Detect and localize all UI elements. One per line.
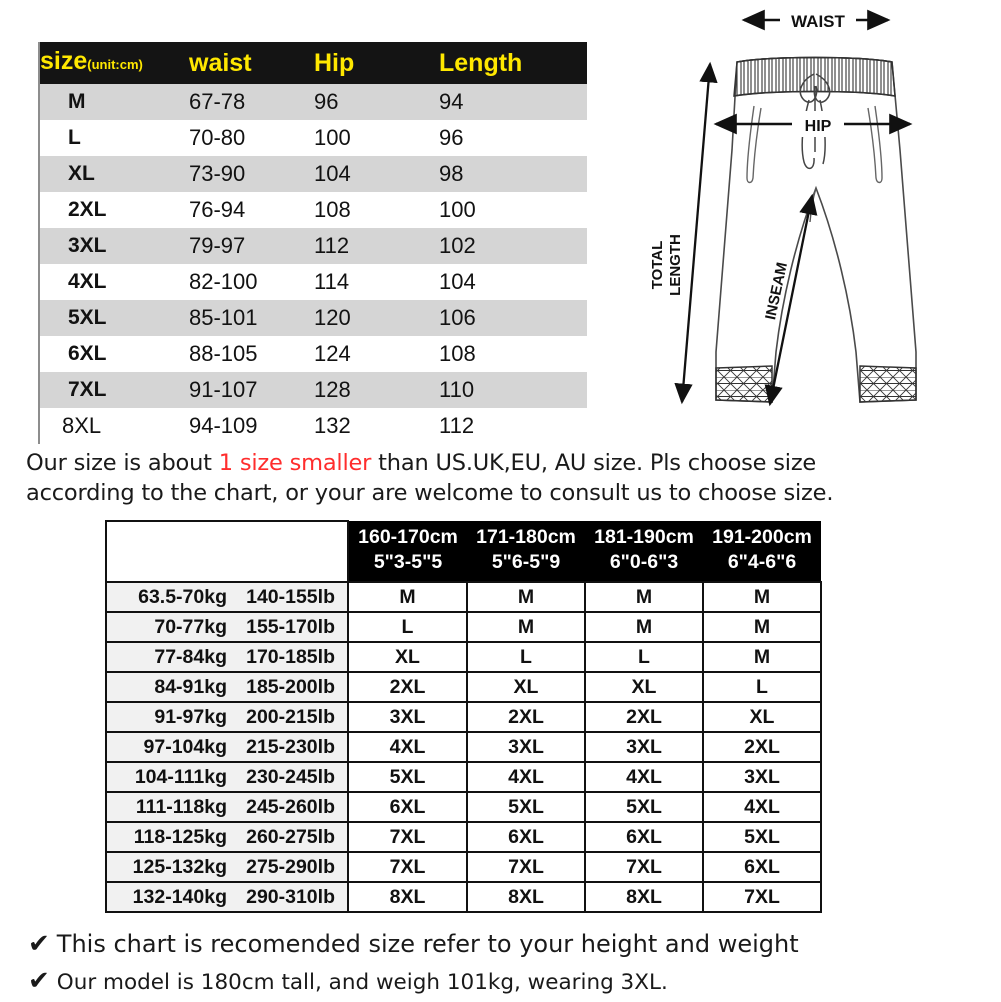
cell-recommended-size: L	[585, 642, 703, 672]
weight-lb-label: 290-310lb	[246, 885, 335, 908]
cell-hip: 96	[314, 89, 339, 114]
weight-kg-label: 118-125kg	[133, 825, 227, 848]
cell-recommended-size: 7XL	[703, 882, 821, 912]
table-row	[39, 156, 587, 192]
cell-size: 5XL	[68, 306, 107, 329]
size-table-header	[39, 42, 587, 84]
cell-weight-range	[106, 882, 348, 912]
bottom-note-2-text: Our model is 180cm tall, and weigh 101kg, wearing 3XL.	[56, 970, 668, 995]
cell-size: 3XL	[68, 234, 107, 257]
weight-lb-label: 200-215lb	[246, 705, 335, 728]
size-table-header-row	[39, 42, 587, 84]
column-header-height	[585, 521, 703, 582]
weight-lb-label: 245-260lb	[246, 795, 335, 818]
table-row	[39, 84, 587, 120]
cell-waist: 70-80	[189, 125, 246, 150]
size-note-part2: than US.UK,EU, AU size. Pls choose size according to the chart, or your are welcome to consult us to choose size.	[26, 450, 834, 506]
cell-recommended-size: M	[703, 612, 821, 642]
svg-text:INSEAM: INSEAM	[762, 260, 791, 322]
cell-recommended-size: XL	[467, 672, 585, 702]
unit-note: (unit:cm)	[87, 57, 143, 72]
weight-kg-label: 132-140kg	[132, 885, 227, 908]
cell-waist: 88-105	[189, 341, 258, 366]
column-header-hip: Hip	[314, 49, 355, 77]
table-row	[106, 582, 821, 612]
cell-length: 112	[439, 413, 475, 438]
height-weight-size-matrix	[105, 520, 822, 913]
cell-recommended-size: XL	[703, 702, 821, 732]
cell-hip: 112	[314, 233, 350, 258]
size-measurement-table	[38, 42, 588, 444]
cell-hip: 104	[314, 161, 351, 186]
cell-hip: 108	[314, 197, 351, 222]
weight-lb-label: 230-245lb	[246, 765, 335, 788]
column-header-height	[467, 521, 585, 582]
table-row	[39, 192, 587, 228]
cell-length: 102	[439, 233, 476, 258]
cell-recommended-size: 2XL	[348, 672, 467, 702]
cell-waist: 85-101	[189, 305, 258, 330]
size-note-highlight: 1 size smaller	[218, 450, 372, 476]
cell-recommended-size: 2XL	[703, 732, 821, 762]
height-ft-label: 6"0-6"3	[609, 551, 679, 573]
cell-weight-range	[106, 852, 348, 882]
hip-dimension-label: HIP	[804, 118, 832, 135]
cell-recommended-size: 2XL	[467, 702, 585, 732]
cell-recommended-size: 7XL	[348, 822, 467, 852]
cell-recommended-size: M	[348, 582, 467, 612]
cell-recommended-size: XL	[585, 672, 703, 702]
cell-weight-range	[106, 792, 348, 822]
cell-size: 4XL	[68, 270, 107, 293]
height-ft-label: 5"3-5"5	[373, 551, 443, 573]
table-row	[39, 372, 587, 408]
table-row	[106, 822, 821, 852]
weight-lb-label: 170-185lb	[246, 645, 335, 668]
table-row	[106, 792, 821, 822]
table-row	[39, 300, 587, 336]
cell-size: 2XL	[68, 198, 107, 221]
cell-length: 110	[439, 377, 475, 402]
cell-recommended-size: M	[703, 642, 821, 672]
bottom-note-1-text: This chart is recomended size refer to your height and weight	[56, 930, 799, 958]
cell-recommended-size: 8XL	[467, 882, 585, 912]
weight-kg-label: 84-91kg	[154, 675, 227, 698]
size-conversion-note	[26, 448, 906, 508]
table-row	[39, 408, 587, 444]
column-header-height	[348, 521, 467, 582]
weight-kg-label: 63.5-70kg	[138, 585, 227, 608]
weight-kg-label: 77-84kg	[154, 645, 227, 668]
cell-recommended-size: 4XL	[467, 762, 585, 792]
weight-kg-label: 111-118kg	[135, 795, 227, 818]
weight-lb-label: 185-200lb	[246, 675, 335, 698]
fit-table-header	[106, 521, 821, 582]
cell-recommended-size: 6XL	[703, 852, 821, 882]
cell-recommended-size: 8XL	[585, 882, 703, 912]
column-header-waist: waist	[189, 49, 252, 77]
table-row	[106, 642, 821, 672]
cell-weight-range	[106, 822, 348, 852]
height-cm-label: 171-180cm	[476, 526, 576, 548]
cell-length: 108	[439, 341, 476, 366]
cell-recommended-size: M	[585, 582, 703, 612]
cell-recommended-size: 7XL	[585, 852, 703, 882]
table-row	[39, 228, 587, 264]
column-header-length: Length	[439, 49, 523, 77]
cell-weight-range	[106, 612, 348, 642]
cell-recommended-size: L	[703, 672, 821, 702]
weight-lb-label: 155-170lb	[246, 615, 335, 638]
weight-kg-label: 91-97kg	[154, 705, 227, 728]
cell-recommended-size: M	[703, 582, 821, 612]
cell-waist: 67-78	[189, 89, 246, 114]
cell-size: M	[68, 90, 86, 113]
cell-hip: 128	[314, 377, 351, 402]
cell-recommended-size: 5XL	[703, 822, 821, 852]
table-row	[106, 732, 821, 762]
table-row	[106, 612, 821, 642]
cell-recommended-size: 6XL	[467, 822, 585, 852]
cell-recommended-size: L	[348, 612, 467, 642]
cell-length: 96	[439, 125, 464, 150]
height-cm-label: 191-200cm	[712, 526, 812, 548]
height-ft-label: 6"4-6"6	[727, 551, 797, 573]
table-row	[106, 702, 821, 732]
weight-lb-label: 260-275lb	[246, 825, 335, 848]
cell-recommended-size: 3XL	[467, 732, 585, 762]
cell-recommended-size: L	[467, 642, 585, 672]
cell-hip: 114	[314, 269, 350, 294]
cell-size: 6XL	[68, 342, 107, 365]
cell-size: 7XL	[68, 378, 107, 401]
check-icon: ✔	[28, 929, 50, 959]
cell-recommended-size: M	[585, 612, 703, 642]
size-table-body	[39, 84, 587, 444]
cell-waist: 82-100	[189, 269, 258, 294]
weight-kg-label: 104-111kg	[134, 765, 227, 788]
table-row	[106, 882, 821, 912]
cell-hip: 132	[314, 413, 351, 438]
cell-recommended-size: M	[467, 612, 585, 642]
cell-waist: 94-109	[189, 413, 258, 438]
fit-table-body	[106, 582, 821, 912]
bottom-note-line-1	[28, 924, 928, 964]
cell-weight-range	[106, 672, 348, 702]
height-cm-label: 160-170cm	[358, 526, 458, 548]
cell-recommended-size: 2XL	[585, 702, 703, 732]
cell-waist: 79-97	[189, 233, 246, 258]
cell-recommended-size: 4XL	[585, 762, 703, 792]
height-ft-label: 5"6-5"9	[491, 551, 561, 573]
total-length-dimension-label	[649, 234, 684, 296]
cell-recommended-size: XL	[348, 642, 467, 672]
cell-size: L	[68, 126, 81, 149]
table-row	[39, 336, 587, 372]
cell-weight-range	[106, 702, 348, 732]
check-icon: ✔	[28, 966, 50, 996]
weight-kg-label: 97-104kg	[143, 735, 227, 758]
column-header-size-label: size	[40, 47, 88, 75]
size-note-part1: Our size is about	[26, 450, 219, 476]
cell-waist: 91-107	[189, 377, 258, 402]
cell-size: XL	[68, 162, 95, 185]
cell-length: 98	[439, 161, 464, 186]
cell-weight-range	[106, 582, 348, 612]
column-header-size	[39, 42, 189, 84]
waist-dimension-label: WAIST	[791, 12, 845, 31]
cell-recommended-size: 4XL	[703, 792, 821, 822]
weight-lb-label: 215-230lb	[246, 735, 335, 758]
cell-hip: 124	[314, 341, 351, 366]
weight-kg-label: 70-77kg	[154, 615, 227, 638]
cell-recommended-size: 5XL	[585, 792, 703, 822]
cell-recommended-size: 8XL	[348, 882, 467, 912]
weight-kg-label: 125-132kg	[132, 855, 227, 878]
cell-recommended-size: 3XL	[585, 732, 703, 762]
height-cm-label: 181-190cm	[594, 526, 694, 548]
weight-lb-label: 140-155lb	[246, 585, 335, 608]
bottom-note-line-2	[28, 964, 928, 1002]
fit-table-header-row	[106, 521, 821, 582]
cell-weight-range	[106, 732, 348, 762]
pants-measurement-diagram	[620, 0, 1001, 452]
bottom-notes	[28, 924, 928, 1002]
cell-hip: 120	[314, 305, 351, 330]
cell-hip: 100	[314, 125, 351, 150]
table-row	[106, 852, 821, 882]
cell-weight-range	[106, 762, 348, 792]
cell-recommended-size: M	[467, 582, 585, 612]
cell-recommended-size: 6XL	[348, 792, 467, 822]
cell-waist: 73-90	[189, 161, 246, 186]
cell-recommended-size: 3XL	[703, 762, 821, 792]
weight-lb-label: 275-290lb	[246, 855, 335, 878]
cell-waist: 76-94	[189, 197, 246, 222]
cell-length: 104	[439, 269, 476, 294]
fit-table-corner-cell	[106, 521, 348, 582]
cell-recommended-size: 5XL	[467, 792, 585, 822]
svg-text:TOTAL: TOTAL	[649, 240, 666, 290]
cell-length: 100	[439, 197, 476, 222]
cell-recommended-size: 4XL	[348, 732, 467, 762]
column-header-height	[703, 521, 821, 582]
table-row	[106, 672, 821, 702]
cell-weight-range	[106, 642, 348, 672]
table-row	[39, 120, 587, 156]
cell-recommended-size: 3XL	[348, 702, 467, 732]
table-row	[106, 762, 821, 792]
cell-recommended-size: 7XL	[348, 852, 467, 882]
cell-recommended-size: 6XL	[585, 822, 703, 852]
svg-text:LENGTH: LENGTH	[667, 234, 684, 296]
cell-length: 94	[439, 89, 464, 114]
cell-size: 8XL	[62, 413, 102, 438]
table-row	[39, 264, 587, 300]
cell-recommended-size: 5XL	[348, 762, 467, 792]
cell-length: 106	[439, 305, 476, 330]
cell-recommended-size: 7XL	[467, 852, 585, 882]
